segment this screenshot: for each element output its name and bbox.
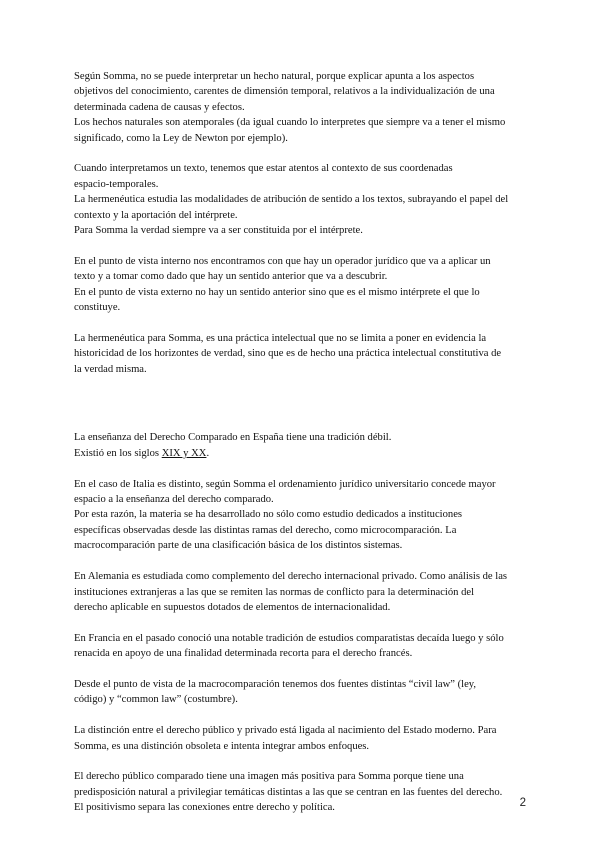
text-line: La enseñanza del Derecho Comparado en España tiene una tradición débil. [74, 432, 392, 444]
text-line: instituciones extranjeras a las que se remiten las normas de conflicto para la determinación del [74, 586, 475, 598]
text-line: En Francia en el pasado conoció una notable tradición de estudios comparatistas decaída luego y sólo [74, 632, 504, 644]
paragraph [74, 477, 534, 554]
underlined-text: XIX y XX [161, 447, 207, 459]
text-line: Desde el punto de vista de la macrocomparación tenemos dos fuentes distintas “civil law” (ley, [74, 678, 477, 690]
text-line: renacida en apoyo de una finalidad determinada recorta para el derecho francés. [74, 648, 413, 660]
text-line: La hermenéutica para Somma, es una práctica intelectual que no se limita a poner en evidencia la [74, 332, 487, 344]
text-line: la verdad misma. [74, 363, 147, 375]
text-line: Somma, es una distinción obsoleta e intenta integrar ambos enfoques. [74, 740, 370, 752]
paragraph-ensenanza-espana [74, 430, 534, 461]
text-line: constituye. [74, 302, 121, 314]
text-line: predisposición natural a privilegiar temáticas distintas a las que se centran en las fuentes del derecho. [74, 786, 503, 798]
paragraph [74, 254, 534, 316]
text-line: historicidad de los horizontes de verdad, sino que es de hecho una práctica intelectual constitutiva de [74, 348, 502, 360]
text-line: específicas observadas desde las distintas ramas del derecho, como microcomparación. La [74, 524, 457, 536]
section-hermeneutica [74, 69, 534, 377]
text-line: En el punto de vista externo no hay un sentido anterior sino que es el mismo intérprete el que lo [74, 286, 480, 298]
text-line: En el caso de Italia es distinto, según Somma el ordenamiento jurídico universitario concede mayor [74, 478, 496, 490]
text-line: Los hechos naturales son atemporales (da igual cuando lo interpretes que siempre va a tener el mismo [74, 117, 506, 129]
text-line: Para Somma la verdad siempre va a ser constituida por el intérprete. [74, 225, 363, 237]
text-line: texto y a tomar como dado que hay un sentido anterior que va a descubrir. [74, 271, 388, 283]
text-line: Según Somma, no se puede interpretar un hecho natural, porque explicar apunta a los aspectos [74, 71, 475, 82]
text-line: En el punto de vista interno nos encontramos con que hay un operador jurídico que va a aplicar un [74, 255, 491, 267]
text-line: La hermenéutica estudia las modalidades de atribución de sentido a los textos, subrayando el papel del [74, 194, 509, 206]
paragraph [74, 161, 534, 238]
text-line [74, 446, 534, 461]
paragraph [74, 677, 534, 708]
paragraph [74, 69, 534, 146]
text-line: contexto y la aportación del intérprete. [74, 209, 238, 221]
page-number: 2 [519, 797, 526, 809]
document-body [74, 69, 534, 831]
text-line: objetivos del conocimiento, carentes de dimensión temporal, relativos a la individualización de una [74, 86, 495, 98]
text-line: espacio-temporales. [74, 178, 159, 190]
paragraph [74, 769, 534, 815]
section-derecho-comparado [74, 477, 534, 816]
text-span: Existió en los siglos [74, 447, 162, 459]
text-span: . [206, 447, 210, 459]
paragraph [74, 723, 534, 754]
paragraph [74, 331, 534, 377]
text-line: derecho aplicable en supuestos dotados de elementos de internacionalidad. [74, 601, 391, 613]
text-line: determinada cadena de causas y efectos. [74, 101, 245, 113]
text-line: código) y “common law” (costumbre). [74, 694, 238, 706]
section-gap [74, 392, 534, 430]
text-line: Cuando interpretamos un texto, tenemos que estar atentos al contexto de sus coordenadas [74, 163, 453, 175]
text-line: Por esta razón, la materia se ha desarrollado no sólo como estudio dedicados a instituciones [74, 509, 463, 521]
text-line: La distinción entre el derecho público y privado está ligada al nacimiento del Estado moderno. Para [74, 725, 497, 737]
text-line: espacio a la enseñanza del derecho comparado. [74, 494, 274, 506]
text-line: En Alemania es estudiada como complemento del derecho internacional privado. Como análisis de las [74, 571, 508, 583]
paragraph [74, 631, 534, 662]
text-line: El derecho público comparado tiene una imagen más positiva para Somma porque tiene una [74, 771, 464, 783]
paragraph [74, 569, 534, 615]
text-line: El positivismo separa las conexiones entre derecho y política. [74, 802, 335, 814]
text-line: significado, como la Ley de Newton por ejemplo). [74, 132, 288, 144]
text-line: macrocomparación parte de una clasificación básica de los distintos sistemas. [74, 540, 403, 552]
